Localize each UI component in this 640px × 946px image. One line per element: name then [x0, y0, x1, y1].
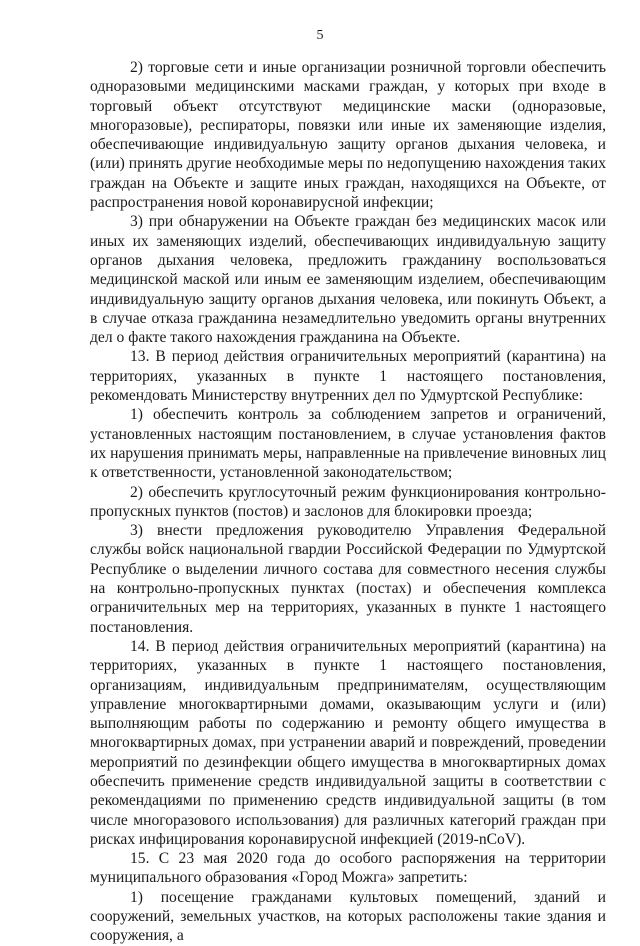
paragraph-clause-14: 14. В период действия ограничительных мероприятий (карантина) на территориях, указанных в пункте 1 настоящего постановления, организациям, индивидуальным предпринимателям, осуществляющим управление многоквартирными домами, оказывающим услуги и (или) выполняющим работы по содержанию и ремонту общего имущества в многоквартирных домах, при устранении аварий и повреждений, проведении мероприятий по дезинфекции общего имущества в многоквартирных домах обеспечить применение средств индивидуальной защиты в соответствии с рекомендациями по применению средств индивидуальной защиты (в том числе многоразового использования) для различных категорий граждан при рисках инфицирования коронавирусной инфекцией (2019-nCoV). [90, 637, 606, 848]
page-number: 5 [316, 28, 324, 43]
paragraph-clause-15: 15. С 23 мая 2020 года до особого распоряжения на территории муниципального образования «Город Можга» запретить: [90, 850, 606, 887]
paragraph-clause-15-item-1: 1) посещение гражданами культовых помещений, зданий и сооружений, земельных участков, на которых расположены такие здания и сооружения, а [90, 888, 606, 945]
paragraph-item-2-retail-masks: 2) торговые сети и иные организации розничной торговли обеспечить одноразовыми медицинскими масками граждан, у которых при входе в торговый объект отсутствуют медицинские маски (одноразовые, многоразовые), респираторы, повязки или иные их заменяющие изделия, обеспечивающие индивидуальную защиту органов дыхания человека, и (или) принять другие необходимые меры по недопущению нахождения таких граждан на Объекте и защите иных граждан, находящихся на Объекте, от распространения новой коронавирусной инфекции; [90, 59, 606, 212]
paragraph-clause-13-item-3: 3) внести предложения руководителю Управления Федеральной службы войск национальной гвардии Российской Федерации по Удмуртской Республике о выделении личного состава для совместного несения службы на контрольно-пропускных пунктах (постах) и обеспечения комплекса ограничительных мер на территориях, указанных в пункте 1 настоящего постановления. [90, 522, 606, 636]
paragraph-item-3-no-mask-action: 3) при обнаружении на Объекте граждан без медицинских масок или иных их заменяющих изделий, обеспечивающих индивидуальную защиту органов дыхания человека, предложить гражданину воспользоваться медицинской маской или иным ее заменяющим изделием, обеспечивающим индивидуальную защиту органов дыхания человека, или покинуть Объект, а в случае отказа гражданина незамедлительно уведомить органы внутренних дел о факте такого нахождения гражданина на Объекте. [90, 213, 606, 347]
paragraph-clause-13: 13. В период действия ограничительных мероприятий (карантина) на территориях, указанных в пункте 1 настоящего постановления, рекомендовать Министерству внутренних дел по Удмуртской Республике: [90, 348, 606, 405]
document-body [90, 58, 606, 946]
paragraph-clause-13-item-1: 1) обеспечить контроль за соблюдением запретов и ограничений, установленных настоящим постановлением, в случае установления фактов их нарушения принимать меры, направленные на привлечение виновных лиц к ответственности, установленной законодательством; [90, 406, 606, 482]
paragraph-clause-13-item-2: 2) обеспечить круглосуточный режим функционирования контрольно-пропускных пунктов (постов) и заслонов для блокировки проезда; [90, 483, 606, 520]
